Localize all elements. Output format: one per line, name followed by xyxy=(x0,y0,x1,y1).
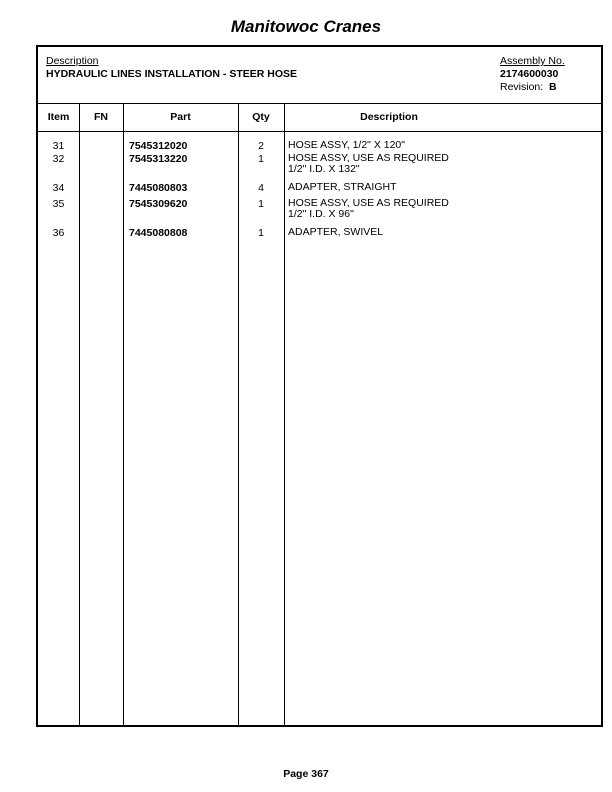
assembly-block xyxy=(500,55,565,94)
column-divider xyxy=(79,103,80,725)
column-divider xyxy=(238,103,239,725)
description-line: HOSE ASSY, USE AS REQUIRED xyxy=(288,152,449,164)
part-description xyxy=(288,182,397,193)
quantity: 1 xyxy=(258,153,264,165)
description-line: 1/2" I.D. X 96" xyxy=(288,208,354,220)
column-divider xyxy=(123,103,124,725)
quantity: 1 xyxy=(258,227,264,239)
page-number: Page 367 xyxy=(283,768,329,780)
document-title: Manitowoc Cranes xyxy=(230,17,382,36)
parts-list-frame xyxy=(36,45,603,727)
revision-line xyxy=(500,81,565,94)
description-line: HOSE ASSY, 1/2" X 120" xyxy=(288,139,405,151)
part-number: 7445080803 xyxy=(129,182,188,194)
revision-label: Revision: xyxy=(500,81,544,93)
item-number: 36 xyxy=(52,227,65,239)
column-header-part: Part xyxy=(170,111,191,123)
column-header-item: Item xyxy=(47,111,70,123)
part-description xyxy=(288,153,449,175)
column-divider xyxy=(284,103,285,725)
description-line: HOSE ASSY, USE AS REQUIRED xyxy=(288,197,449,209)
part-number: 7545312020 xyxy=(129,140,188,152)
part-description xyxy=(288,140,405,151)
column-header-fn: FN xyxy=(94,111,108,123)
assembly-label: Assembly No. xyxy=(500,55,565,67)
part-number: 7545309620 xyxy=(129,198,188,210)
column-header-description: Description xyxy=(360,111,418,123)
description-value: HYDRAULIC LINES INSTALLATION - STEER HOSE xyxy=(46,68,298,80)
part-description xyxy=(288,198,449,220)
column-header-qty: Qty xyxy=(252,111,270,123)
item-number: 34 xyxy=(52,182,65,194)
revision-value: B xyxy=(549,81,557,93)
item-number: 35 xyxy=(52,198,65,210)
part-number: 7445080808 xyxy=(129,227,188,239)
description-line: 1/2" I.D. X 132" xyxy=(288,163,360,175)
assembly-value: 2174600030 xyxy=(500,68,559,80)
item-number: 32 xyxy=(52,153,65,165)
item-number: 31 xyxy=(52,140,65,152)
quantity: 2 xyxy=(258,140,264,152)
quantity: 1 xyxy=(258,198,264,210)
description-block xyxy=(46,55,297,81)
description-label: Description xyxy=(46,55,99,67)
assembly-header xyxy=(38,47,601,104)
description-line: ADAPTER, SWIVEL xyxy=(288,226,384,238)
part-description xyxy=(288,227,383,238)
quantity: 4 xyxy=(258,182,264,194)
description-line: ADAPTER, STRAIGHT xyxy=(288,181,397,193)
part-number: 7545313220 xyxy=(129,153,188,165)
